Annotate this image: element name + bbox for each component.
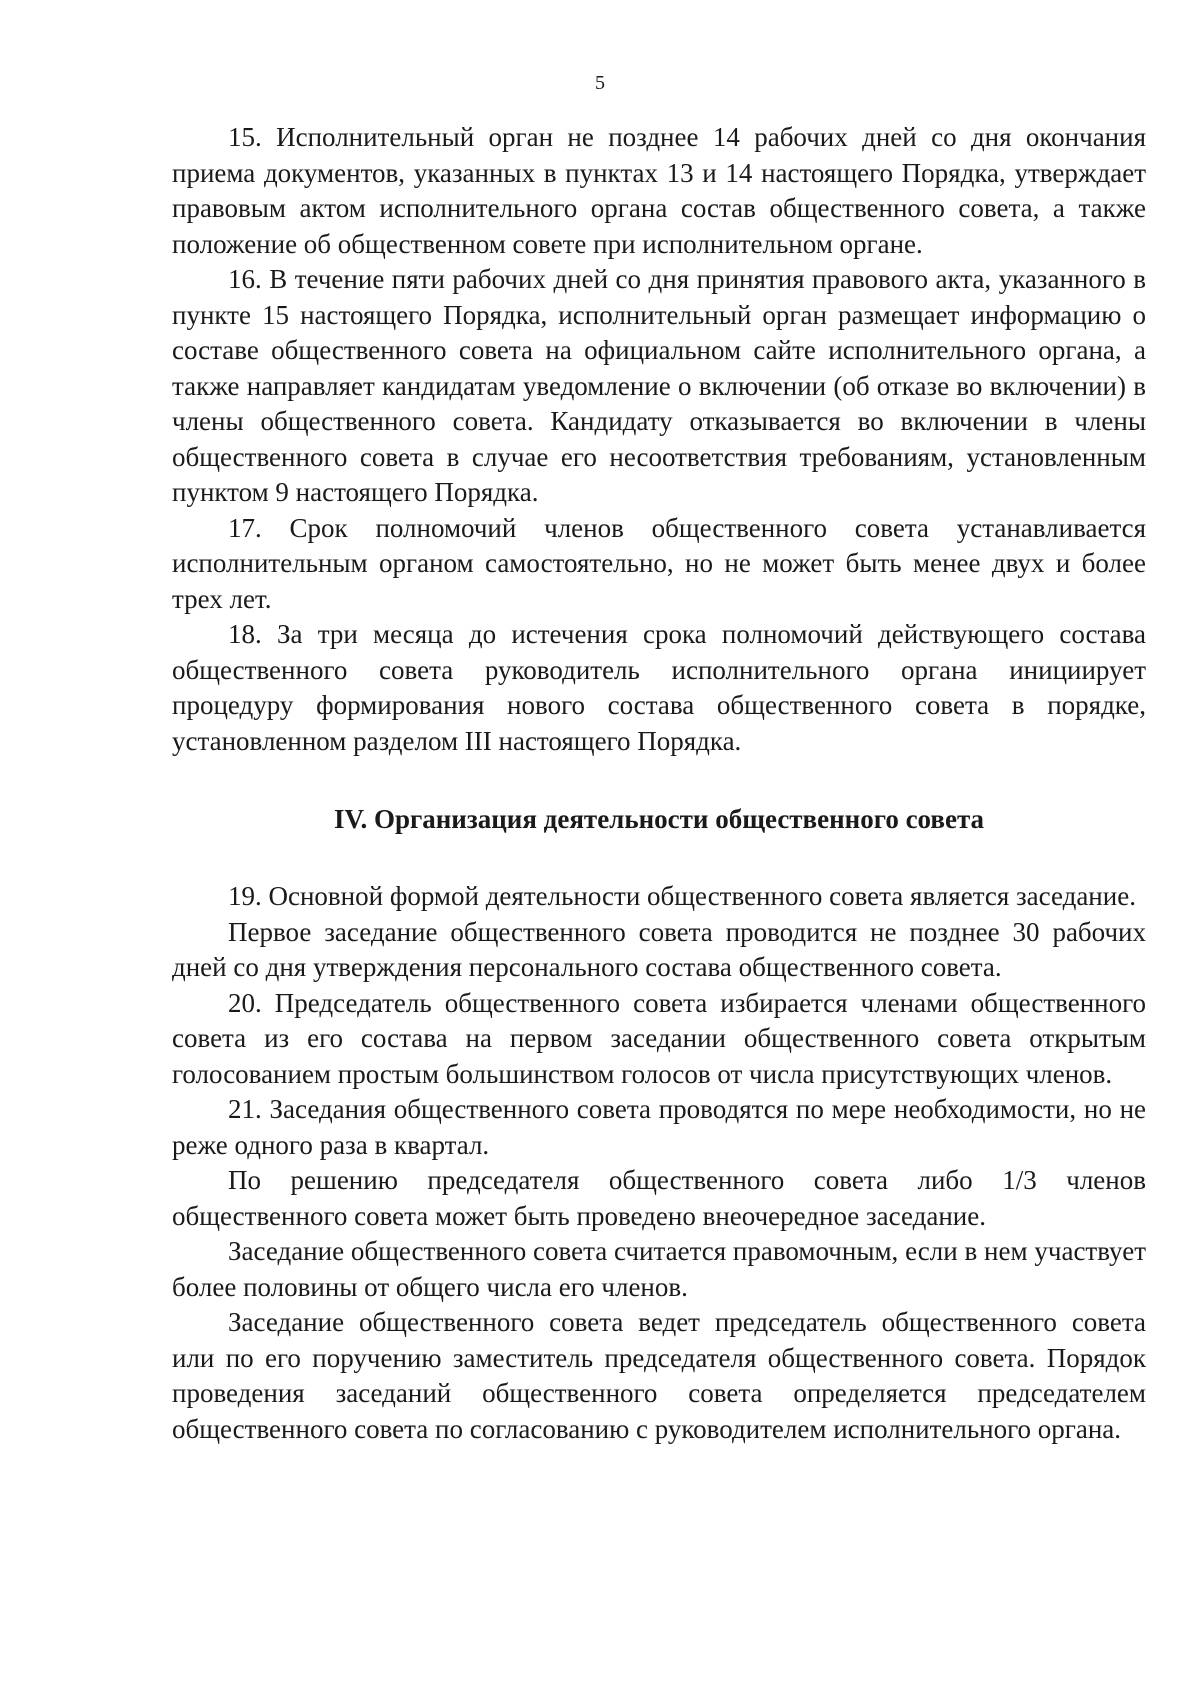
paragraph-quorum: Заседание общественного совета считается правомочным, если в нем участвует более половины от общего числа его членов. bbox=[172, 1236, 1146, 1302]
page-number: 5 bbox=[595, 72, 605, 94]
paragraph-item-18: 18. За три месяца до истечения срока полномочий действующего состава общественного совета руководитель исполнительного органа инициирует процедуру формирования нового состава общественного совета в порядке, установленном разделом III настоящего Порядка. bbox=[172, 619, 1146, 756]
paragraph-meeting-chair: Заседание общественного совета ведет председатель общественного совета или по его поручению заместитель председателя общественного совета. Порядок проведения заседаний общественного совета определяется председателем общественного совета по согласованию с руководителем исполнительного органа. bbox=[172, 1307, 1146, 1444]
paragraph-item-17: 17. Срок полномочий членов общественного совета устанавливается исполнительным органом самостоятельно, но не может быть менее двух и более трех лет. bbox=[172, 512, 1146, 614]
section-heading: IV. Организация деятельности общественного совета bbox=[333, 804, 985, 834]
paragraph-item-19: 19. Основной формой деятельности общественного совета является заседание. bbox=[228, 881, 1136, 911]
document-body bbox=[172, 120, 1146, 1447]
paragraph-item-20: 20. Председатель общественного совета избирается членами общественного совета из его состава на первом заседании общественного совета открытым голосованием простым большинством голосов от числа присутствующих членов. bbox=[172, 987, 1146, 1089]
paragraph-extraordinary-meeting: По решению председателя общественного совета либо 1/3 членов общественного совета может быть проведено внеочередное заседание. bbox=[172, 1165, 1146, 1231]
paragraph-first-meeting: Первое заседание общественного совета проводится не позднее 30 рабочих дней со дня утверждения персонального состава общественного совета. bbox=[172, 916, 1146, 982]
paragraph-item-21: 21. Заседания общественного совета проводятся по мере необходимости, но не реже одного раза в квартал. bbox=[172, 1094, 1146, 1160]
paragraph-item-15: 15. Исполнительный орган не позднее 14 рабочих дней со дня окончания приема документов, указанных в пунктах 13 и 14 настоящего Порядка, утверждает правовым актом исполнительного органа состав общественного совета, а также положение об общественном совете при исполнительном органе. bbox=[172, 122, 1146, 259]
paragraph-item-16: 16. В течение пяти рабочих дней со дня принятия правового акта, указанного в пункте 15 настоящего Порядка, исполнительный орган размещает информацию о составе общественного совета на официальном сайте исполнительного органа, а также направляет кандидатам уведомление о включении (об отказе во включении) в члены общественного совета. Кандидату отказывается во включении в члены общественного совета в случае его несоответствия требованиям, установленным пунктом 9 настоящего Порядка. bbox=[172, 264, 1146, 507]
